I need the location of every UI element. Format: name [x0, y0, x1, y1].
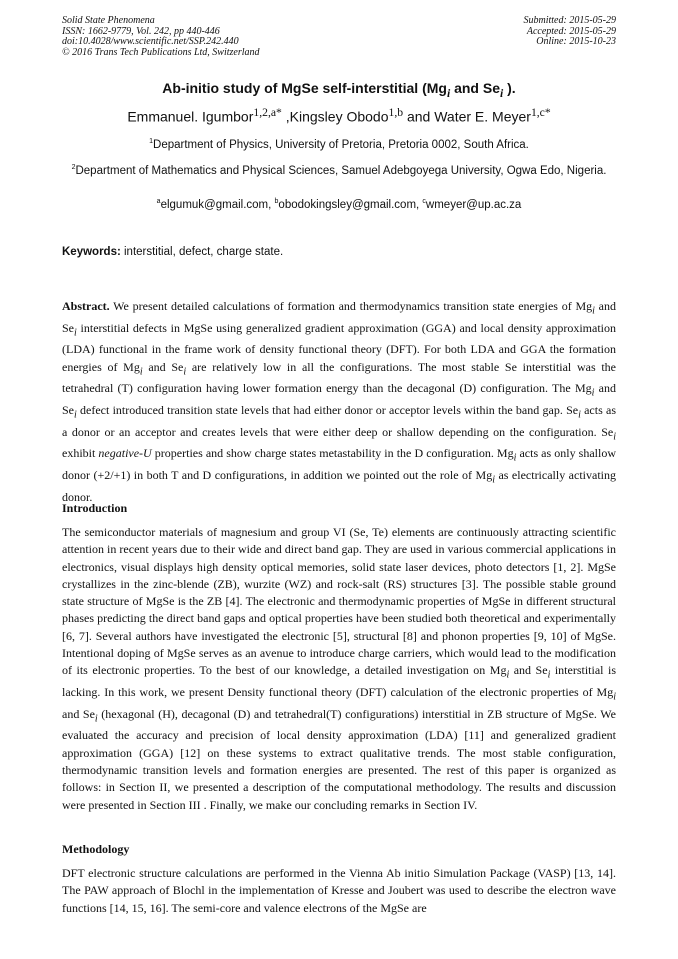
introduction-body: The semiconductor materials of magnesium and group VI (Se, Te) elements are continuously attracting scientific attention in recent years due to their wide and direct band gap. They are used in various commercial applications in electronics, visual displays high density optical memories, solid state laser devices, photo detectors [1, 2]. MgSe crystallizes in the zinc-blende (ZB), wurzite (WZ) and rock-salt (RS) structures [3]. The possible stable ground state structure of MgSe is the ZB [4]. The electronic and thermodynamic properties of MgSe in different structural phases predicting the direct band gaps and optical properties have been studied both theoretical and experimentally [6, 7]. Several authors have investigated the electronic [5], structural [8] and phonon properties [9, 10] of MgSe. Intentional doping of MgSe serves as an avenue to introduce charge carriers, which would lead to the modification of its electronic properties. To the best of our knowledge, a detailed investigation on $Mg_i$ and $Se_i$ interstitial is lacking. In this work, we present Density functional theory (DFT) calculation of the electronic properties of $Mg_i$ and $Se_i$ (hexagonal (H), decagonal (D) and tetrahedral(T) configurations) interstitial in ZB structure of MgSe. We evaluated the accuracy and precision of local density approximation (LDA) [11] and generalized gradient approximation (GGA) [12] on these systems to extract qualitative trends. The most stable configuration, thermodynamic transition levels and formation energies are presented. The rest of this paper is organized as follows: in Section II, we presented a description of the computational methodology. The results and discussion were presented in Section III . Finally, we make our concluding remarks in Section IV. — [62, 525, 616, 812]
submitted-date: Submitted: 2015-05-29 — [523, 15, 616, 26]
affiliation-1: $^1$Department of Physics, University of Pretoria, Pretoria 0002, South Africa. — [149, 138, 529, 151]
author-name: Emmanuel. Igumbor — [127, 108, 254, 125]
affiliation-2: $^2$Department of Mathematics and Physical Sciences, Samuel Adebgoyega University, Ogwa Edo, Nigeria. — [71, 164, 607, 177]
journal-name: Solid State Phenomena — [62, 15, 155, 26]
publication-dates — [524, 16, 617, 48]
abstract-label: Abstract. — [62, 299, 110, 313]
author-emails: $^a$elgumuk@gmail.com, $^b$obodokingsley@gmail.com, $^c$wmeyer@up.ac.za — [156, 198, 522, 211]
accepted-date: Accepted: 2015-05-29 — [526, 25, 616, 37]
methodology-body: DFT electronic structure calculations are performed in the Vienna Ab initio Simulation Package (VASP) [13, 14]. The PAW approach of Blochl in the implementation of Kresse and Joubert was used to describe the electron wave functions [14, 15, 16]. The semi-core and valence electrons of the MgSe are — [62, 866, 616, 915]
author-name: and Water E. Meyer — [403, 108, 531, 125]
methodology-heading: Methodology — [62, 842, 130, 856]
keywords: Keywords: interstitial, defect, charge state. — [62, 246, 284, 258]
copyright-line: © 2016 Trans Tech Publications Ltd, Switzerland — [62, 46, 260, 58]
author-name: ,Kingsley Obodo — [281, 108, 389, 125]
issn-line: ISSN: 1662-9779, Vol. 242, pp 440-446 — [62, 25, 220, 37]
abstract: Abstract. We present detailed calculations of formation and thermodynamics transition state energies of $Mg_i$ and $Se_i$ interstitial defects in MgSe using generalized gradient approximation (GGA) and local density approximation (LDA) functional in the frame work of density functional theory (DFT). For both LDA and GGA the formation energies of $Mg_i$ and $Se_i$ are relatively low in all the configurations. The most stable Se interstitial was the tetrahedral (T) configuration having lower formation energy than the decagonal (D) configuration. The $Mg_i$ and $Se_i$ defect introduced transition state levels that had either donor or acceptor levels within the band gap. $Se_i$ acts as a donor or an acceptor and creates levels that were either deep or shallow depending on the configuration. $Se_i$ exhibit negative-U properties and show charge states metastability in the D configuration. $Mg_i$ acts as only shallow donor (+2/+1) in both T and D configurations, in addition we pointed out the role of $Mg_i$ as electrically activating donor. — [62, 299, 616, 504]
paper-title: Ab-initio study of MgSe self-interstitial ($Mg_i$ and $Se_i$ ). — [162, 80, 516, 100]
keywords-label: Keywords: — [62, 246, 121, 258]
introduction-heading: Introduction — [62, 501, 128, 515]
online-date: Online: 2015-10-23 — [536, 36, 616, 47]
doi-line: doi:10.4028/www.scientific.net/SSP.242.440 — [62, 36, 239, 47]
publication-info — [62, 16, 260, 58]
author-list: Emmanuel. Igumbor$^{1,2,a*}$ ,Kingsley Obodo$^{1,b}$ and Water E. Meyer$^{1,c*}$ — [127, 106, 551, 125]
negative-u-term: negative-U — [98, 446, 152, 461]
